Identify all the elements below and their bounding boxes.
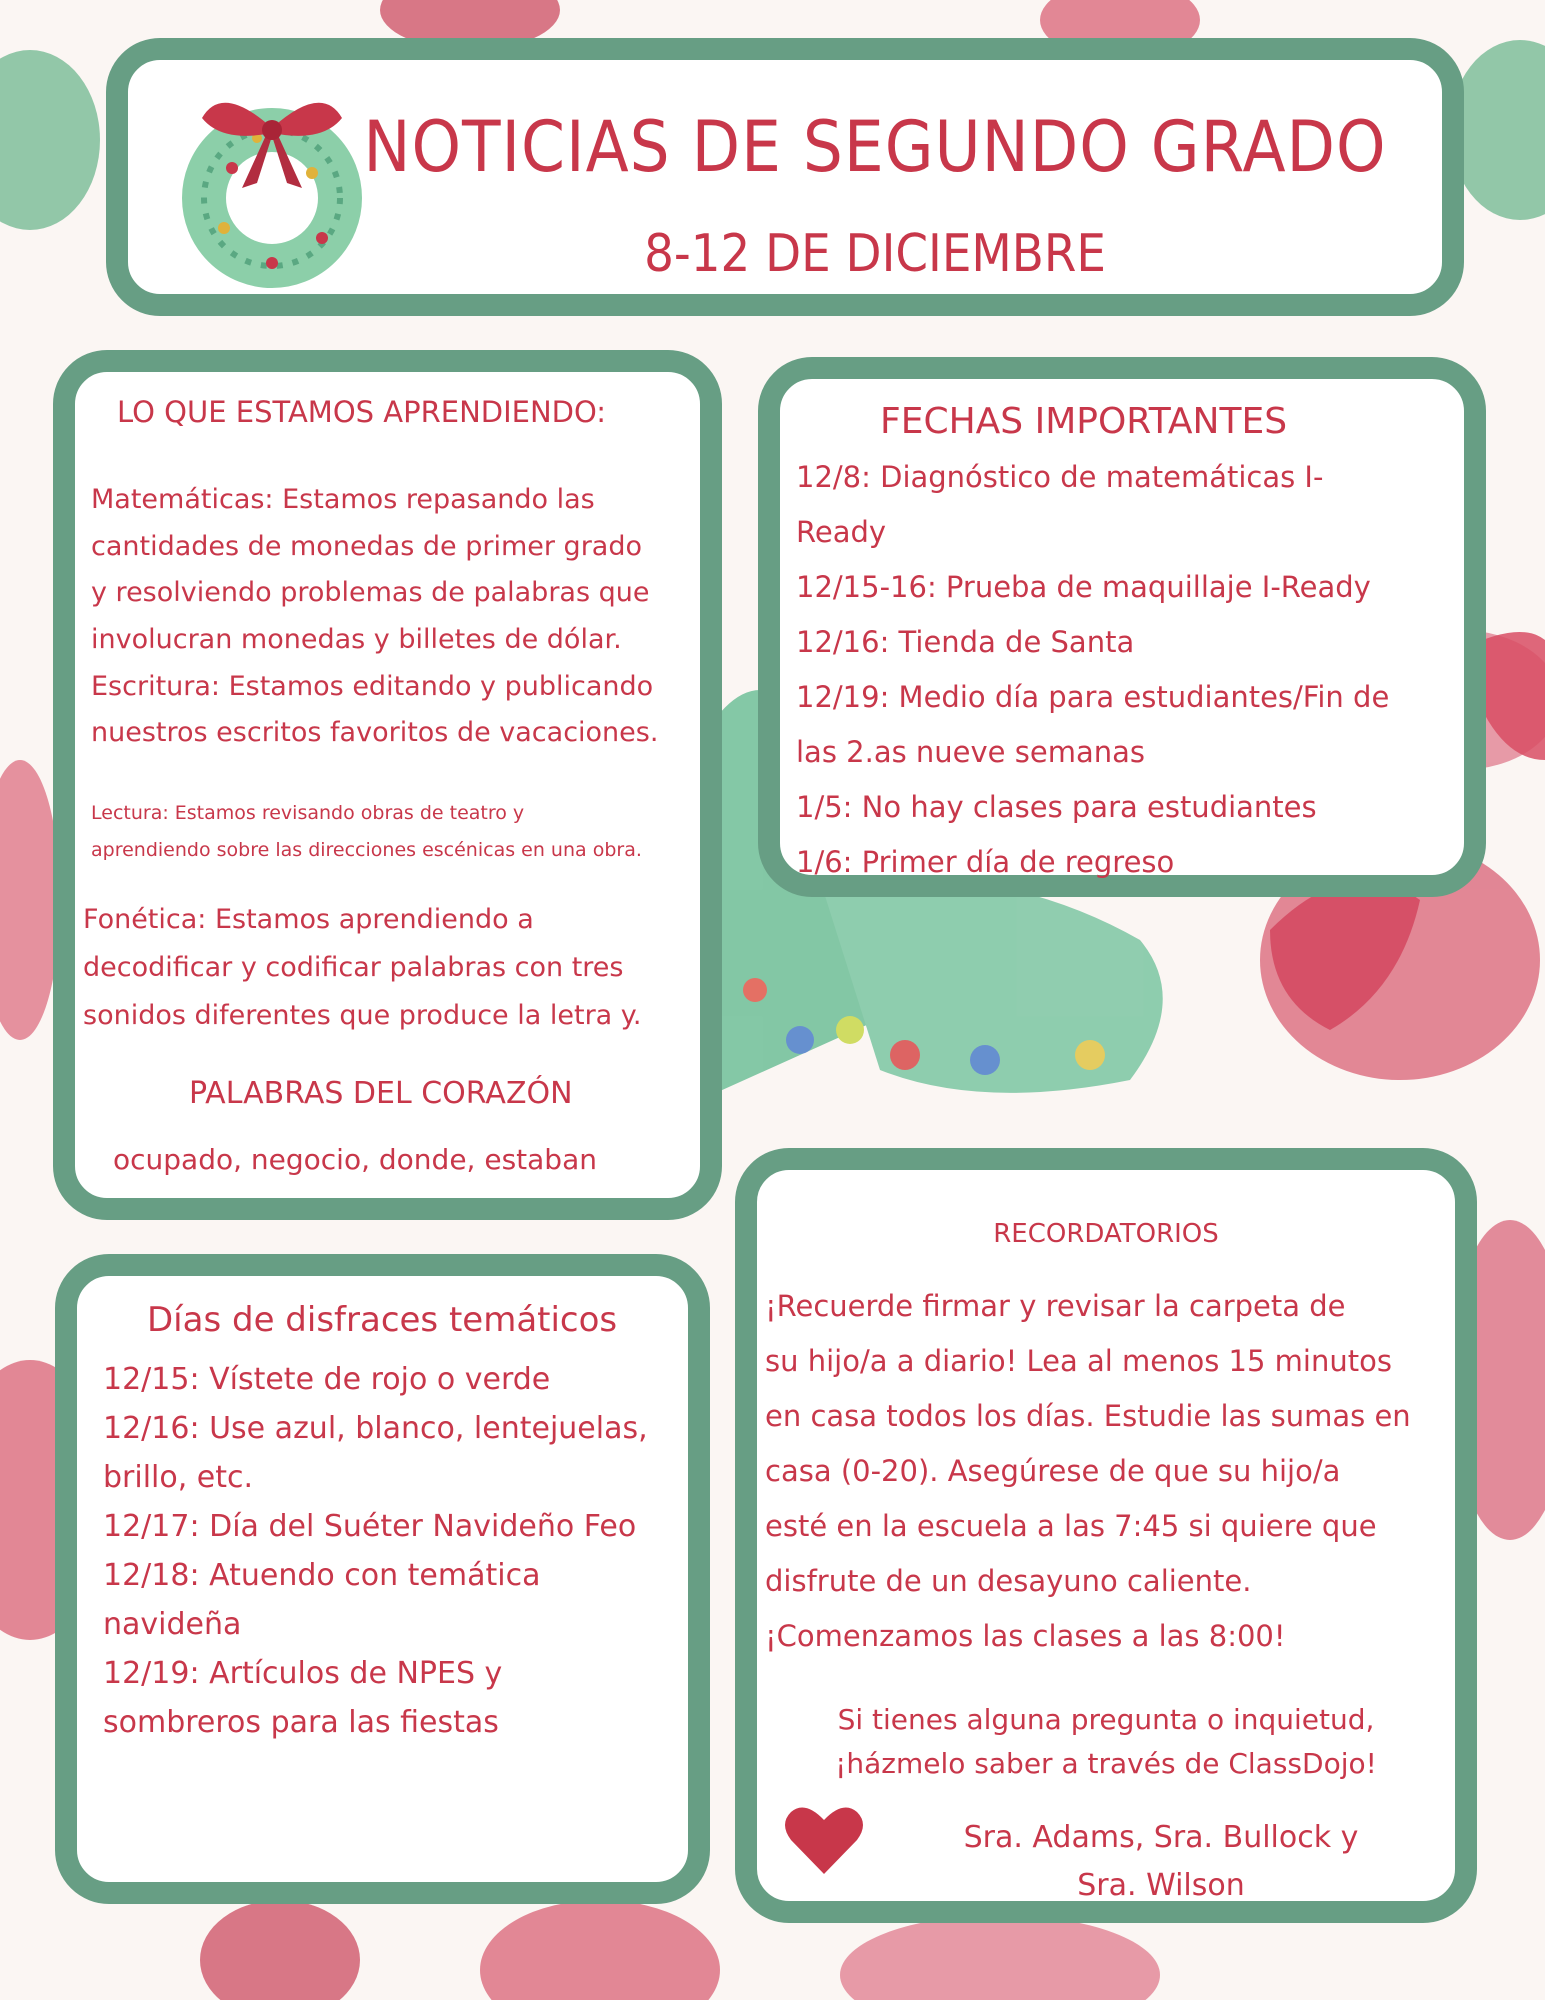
- newsletter-date: 8-12 DE DICIEMBRE: [644, 224, 1106, 284]
- math-line: Matemáticas: Estamos repasando las: [91, 484, 595, 515]
- signature-line: Sra. Adams, Sra. Bullock y: [963, 1820, 1359, 1855]
- math-line: involucran monedas y billetes de dólar.: [91, 624, 622, 655]
- writing-line: Escritura: Estamos editando y publicando: [91, 671, 654, 702]
- date-line: 12/8: Diagnóstico de matemáticas I-: [796, 460, 1324, 494]
- date-line: las 2.as nueve semanas: [796, 735, 1145, 769]
- costume-line: navideña: [103, 1607, 242, 1642]
- date-line: 12/15-16: Prueba de maquillaje I-Ready: [796, 570, 1371, 604]
- costumes-heading: Días de disfraces temáticos: [147, 1300, 618, 1340]
- reminders-heading: RECORDATORIOS: [993, 1219, 1219, 1249]
- contact-line: ¡házmelo saber a través de ClassDojo!: [835, 1747, 1377, 1780]
- phonics-line: decodificar y codificar palabras con tres: [83, 952, 624, 983]
- costume-line: brillo, etc.: [103, 1460, 254, 1495]
- costume-line: 12/18: Atuendo con temática: [103, 1558, 541, 1593]
- reminder-line: en casa todos los días. Estudie las sumas en: [765, 1399, 1411, 1433]
- reminder-line: disfrute de un desayuno caliente.: [765, 1564, 1252, 1598]
- date-line: 1/6: Primer día de regreso: [796, 845, 1175, 879]
- costume-line: 12/17: Día del Suéter Navideño Feo: [103, 1509, 637, 1544]
- writing-line: nuestros escritos favoritos de vacaciones.: [91, 717, 659, 748]
- costume-line: sombreros para las fiestas: [103, 1705, 499, 1740]
- learning-card: [53, 350, 722, 1220]
- phonics-line: Fonética: Estamos aprendiendo a: [83, 904, 534, 935]
- date-line: 1/5: No hay clases para estudiantes: [796, 790, 1317, 824]
- reminder-line: ¡Comenzamos las clases a las 8:00!: [765, 1619, 1286, 1653]
- learning-heading: LO QUE ESTAMOS APRENDIENDO:: [117, 395, 607, 429]
- reminders-card: [735, 1148, 1477, 1923]
- reminder-line: esté en la escuela a las 7:45 si quiere que: [765, 1509, 1377, 1543]
- reading-line: aprendiendo sobre las direcciones escénicas en una obra.: [91, 839, 642, 861]
- dates-heading: FECHAS IMPORTANTES: [880, 401, 1288, 442]
- heart-words-list: ocupado, negocio, donde, estaban: [113, 1143, 597, 1176]
- important-dates-card: [758, 357, 1486, 897]
- reminder-line: casa (0-20). Asegúrese de que su hijo/a: [765, 1454, 1341, 1488]
- costume-line: 12/19: Artículos de NPES y: [103, 1656, 503, 1691]
- heart-words-heading: PALABRAS DEL CORAZÓN: [189, 1076, 573, 1111]
- date-line: 12/16: Tienda de Santa: [796, 625, 1135, 659]
- date-line: Ready: [796, 515, 887, 549]
- math-line: cantidades de monedas de primer grado: [91, 531, 642, 562]
- signature-line: Sra. Wilson: [1077, 1868, 1245, 1903]
- costume-line: 12/15: Vístete de rojo o verde: [103, 1362, 551, 1397]
- heart-icon: [783, 1804, 865, 1876]
- math-line: y resolviendo problemas de palabras que: [91, 577, 650, 608]
- newsletter-title: NOTICIAS DE SEGUNDO GRADO: [363, 106, 1387, 188]
- reading-line: Lectura: Estamos revisando obras de teatro y: [91, 802, 525, 824]
- date-line: 12/19: Medio día para estudiantes/Fin de: [796, 680, 1390, 714]
- reminder-line: su hijo/a a diario! Lea al menos 15 minutos: [765, 1344, 1392, 1378]
- reminder-line: ¡Recuerde firmar y revisar la carpeta de: [765, 1289, 1346, 1323]
- contact-line: Si tienes alguna pregunta o inquietud,: [837, 1703, 1375, 1736]
- header-card: [106, 38, 1464, 316]
- costume-line: 12/16: Use azul, blanco, lentejuelas,: [103, 1411, 648, 1446]
- phonics-line: sonidos diferentes que produce la letra y.: [83, 1000, 642, 1031]
- costume-days-card: [55, 1254, 710, 1904]
